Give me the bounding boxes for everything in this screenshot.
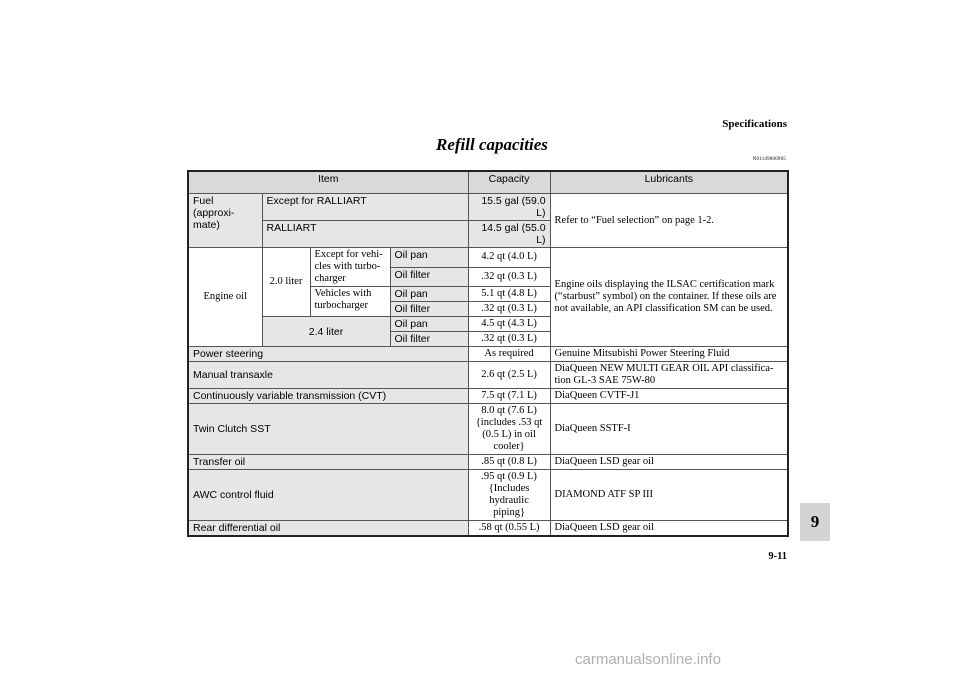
- running-header: Specifications: [722, 118, 787, 130]
- table-row: [188, 521, 788, 537]
- fuel-capacity: 14.5 gal (55.0 L): [468, 221, 550, 248]
- engine-oil-capacity: .32 qt (0.3 L): [468, 332, 550, 347]
- row-capacity: .95 qt (0.9 L) {Includes hydraulic piping}: [468, 470, 550, 521]
- table-row: [188, 347, 788, 362]
- row-capacity: .85 qt (0.8 L): [468, 455, 550, 470]
- engine-oil-part: Oil filter: [390, 302, 468, 317]
- engine-oil-capacity: .32 qt (0.3 L): [468, 302, 550, 317]
- row-capacity: 2.6 qt (2.5 L): [468, 362, 550, 389]
- engine-oil-capacity: 4.5 qt (4.3 L): [468, 317, 550, 332]
- engine-oil-capacity: 4.2 qt (4.0 L): [468, 248, 550, 268]
- engine-oil-part: Oil pan: [390, 317, 468, 332]
- header-capacity: Capacity: [468, 171, 550, 194]
- row-lubricant: DiaQueen SSTF-I: [550, 404, 788, 455]
- row-item: Manual transaxle: [188, 362, 468, 389]
- row-lubricant: DiaQueen CVTF-J1: [550, 389, 788, 404]
- row-item: Power steering: [188, 347, 468, 362]
- watermark: carmanualsonline.info: [575, 651, 721, 668]
- section-code: N01149000905: [752, 157, 786, 162]
- row-item: AWC control fluid: [188, 470, 468, 521]
- row-lubricant: DIAMOND ATF SP III: [550, 470, 788, 521]
- page-number: 9-11: [768, 551, 787, 562]
- header-item: Item: [188, 171, 468, 194]
- with-turbo-label: Vehicles with turbocharger: [310, 287, 390, 317]
- engine-oil-part: Oil filter: [390, 332, 468, 347]
- table-row: [188, 404, 788, 455]
- fuel-item: Fuel (approxi-mate): [188, 194, 262, 248]
- engine-oil-capacity: .32 qt (0.3 L): [468, 267, 550, 287]
- row-lubricant: Genuine Mitsubishi Power Steering Fluid: [550, 347, 788, 362]
- chapter-tab: 9: [800, 503, 830, 541]
- fuel-lubricant: Refer to “Fuel selection” on page 1-2.: [550, 194, 788, 248]
- table-row: [188, 389, 788, 404]
- row-item: Rear differential oil: [188, 521, 468, 537]
- row-capacity: 8.0 qt (7.6 L) {includes .53 qt (0.5 L) in oil cooler}: [468, 404, 550, 455]
- row-capacity: .58 qt (0.55 L): [468, 521, 550, 537]
- row-item: Transfer oil: [188, 455, 468, 470]
- engine-oil-item: Engine oil: [188, 248, 262, 347]
- engine-oil-part: Oil pan: [390, 287, 468, 302]
- fuel-variant: Except for RALLIART: [262, 194, 468, 221]
- engine-oil-lubricant: Engine oils displaying the ILSAC certification mark (“starbust” symbol) on the container. If these oils are not available, an API classification SM can be used.: [550, 248, 788, 347]
- engine-oil-part: Oil pan: [390, 248, 468, 268]
- engine-2-0-liter: 2.0 liter: [262, 248, 310, 317]
- row-lubricant: DiaQueen LSD gear oil: [550, 521, 788, 537]
- fuel-variant: RALLIART: [262, 221, 468, 248]
- table-row: [188, 362, 788, 389]
- table-row: [188, 248, 788, 268]
- engine-2-4-liter: 2.4 liter: [262, 317, 390, 347]
- row-capacity: As required: [468, 347, 550, 362]
- table-row: [188, 194, 788, 221]
- header-lubricants: Lubricants: [550, 171, 788, 194]
- fuel-capacity: 15.5 gal (59.0 L): [468, 194, 550, 221]
- row-item: Continuously variable transmission (CVT): [188, 389, 468, 404]
- row-lubricant: DiaQueen LSD gear oil: [550, 455, 788, 470]
- row-item: Twin Clutch SST: [188, 404, 468, 455]
- table-row: [188, 470, 788, 521]
- table-header-row: [188, 171, 788, 194]
- table-row: [188, 455, 788, 470]
- section-title: Refill capacities: [436, 135, 548, 154]
- row-lubricant: DiaQueen NEW MULTI GEAR OIL API classifica-tion GL-3 SAE 75W-80: [550, 362, 788, 389]
- refill-capacities-table: [187, 170, 789, 537]
- except-turbo-label: Except for vehi-cles with turbo-charger: [310, 248, 390, 287]
- row-capacity: 7.5 qt (7.1 L): [468, 389, 550, 404]
- engine-oil-part: Oil filter: [390, 267, 468, 287]
- engine-oil-capacity: 5.1 qt (4.8 L): [468, 287, 550, 302]
